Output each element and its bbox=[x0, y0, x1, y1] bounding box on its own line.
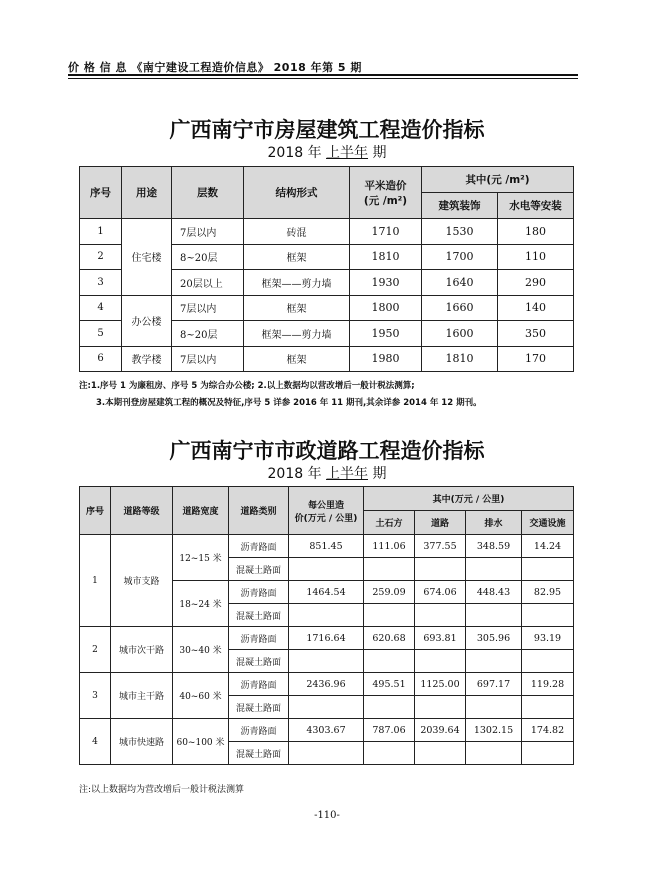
col-header-structure: 结构形式 bbox=[244, 167, 350, 219]
col-header-drain: 排水 bbox=[466, 511, 522, 535]
table-row: 混凝土路面 bbox=[80, 604, 574, 627]
use-cell: 住宅楼 bbox=[122, 219, 172, 296]
table-row: 混凝土路面 bbox=[80, 558, 574, 581]
table-row: 18~24 米 沥青路面 1464.54 259.09 674.06 448.43 82.95 bbox=[80, 581, 574, 604]
road-cost-table bbox=[79, 486, 574, 765]
table2-subtitle: 2018 年 上半年 期 bbox=[267, 466, 387, 482]
table-row: 4 城市快速路 60~100 米 沥青路面 4303.67 787.06 2039.64 1302.15 174.82 bbox=[80, 719, 574, 742]
table1-note-line1: 注:1.序号 1 为廉租房、序号 5 为综合办公楼; 2.以上数据均以营改增后一般计税法测算; bbox=[79, 381, 415, 391]
col-header-among: 其中(万元 / 公里) bbox=[364, 487, 574, 511]
grade-cell: 城市次干路 bbox=[111, 627, 173, 673]
col-header-no: 序号 bbox=[80, 167, 122, 219]
table-row: 5 8~20层 框架——剪力墙 1950 1600 350 bbox=[80, 321, 574, 347]
col-header-price: 平米造价 (元 /m²) bbox=[350, 167, 422, 219]
col-header-traffic: 交通设施 bbox=[522, 511, 574, 535]
building-cost-table bbox=[79, 166, 574, 372]
col-header-earth: 土石方 bbox=[364, 511, 415, 535]
table-row: 1 城市支路 12~15 米 沥青路面 851.45 111.06 377.55 348.59 14.24 bbox=[80, 535, 574, 558]
col-header-among: 其中(元 /m²) bbox=[422, 167, 574, 193]
table2-title: 广西南宁市市政道路工程造价指标 bbox=[169, 438, 485, 463]
table-row: 2 城市次干路 30~40 米 沥青路面 1716.64 620.68 693.81 305.96 93.19 bbox=[80, 627, 574, 650]
table-row: 3 城市主干路 40~60 米 沥青路面 2436.96 495.51 1125.00 697.17 119.28 bbox=[80, 673, 574, 696]
table-row: 3 20层以上 框架——剪力墙 1930 1640 290 bbox=[80, 270, 574, 296]
col-header-width: 道路宽度 bbox=[173, 487, 229, 535]
col-header-price: 每公里造 价(万元 / 公里) bbox=[289, 487, 364, 535]
running-header-text: 价 格 信 息 《南宁建设工程造价信息》 2018 年第 5 期 bbox=[68, 61, 362, 74]
col-header-use: 用途 bbox=[122, 167, 172, 219]
header-rule-thick bbox=[68, 74, 578, 76]
page-number: -110- bbox=[314, 810, 340, 821]
table-row: 混凝土路面 bbox=[80, 696, 574, 719]
grade-cell: 城市支路 bbox=[111, 535, 173, 627]
table2-note: 注:以上数据均为营改增后一般计税法测算 bbox=[79, 785, 245, 795]
col-header-mep: 水电等安装 bbox=[498, 193, 574, 219]
table-row: 混凝土路面 bbox=[80, 650, 574, 673]
col-header-type: 道路类别 bbox=[229, 487, 289, 535]
table1-subtitle: 2018 年 上半年 期 bbox=[267, 145, 387, 161]
table1-note-line2: 3.本期刊登房屋建筑工程的概况及特征,序号 5 详参 2016 年 11 期刊,其余详参 2014 年 12 期刊。 bbox=[96, 398, 482, 408]
grade-cell: 城市主干路 bbox=[111, 673, 173, 719]
grade-cell: 城市快速路 bbox=[111, 719, 173, 765]
col-header-no: 序号 bbox=[80, 487, 111, 535]
use-cell: 办公楼 bbox=[122, 295, 172, 346]
header-rule-thin bbox=[68, 78, 578, 79]
table-row: 2 8~20层 框架 1810 1700 110 bbox=[80, 244, 574, 270]
col-header-road: 道路 bbox=[415, 511, 466, 535]
table-row: 混凝土路面 bbox=[80, 742, 574, 765]
table1-title: 广西南宁市房屋建筑工程造价指标 bbox=[169, 117, 485, 142]
table-row: 4 办公楼 7层以内 框架 1800 1660 140 bbox=[80, 295, 574, 321]
use-cell: 教学楼 bbox=[122, 346, 172, 372]
col-header-decor: 建筑装饰 bbox=[422, 193, 498, 219]
table-row: 6 教学楼 7层以内 框架 1980 1810 170 bbox=[80, 346, 574, 372]
table-row: 1 住宅楼 7层以内 砖混 1710 1530 180 bbox=[80, 219, 574, 245]
col-header-floors: 层数 bbox=[172, 167, 244, 219]
col-header-grade: 道路等级 bbox=[111, 487, 173, 535]
